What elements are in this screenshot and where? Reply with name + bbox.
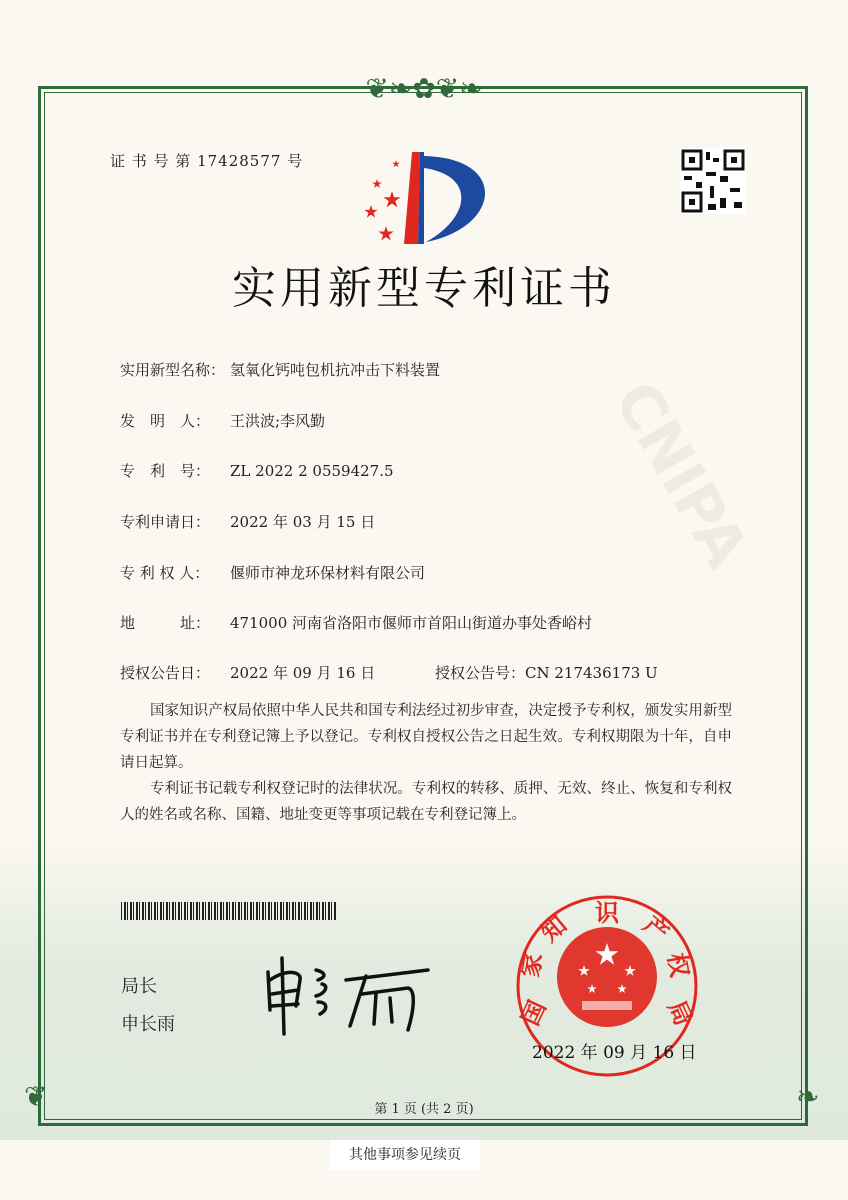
field-label: 实用新型名称： — [120, 361, 226, 379]
cnipa-logo — [360, 148, 490, 248]
svg-text:国: 国 — [516, 996, 552, 1030]
field-label: 地 址： — [120, 614, 211, 632]
field-patentee — [120, 562, 425, 583]
field-value: 2022 年 09 月 16 日 — [230, 664, 376, 682]
field-grant-date — [120, 662, 375, 683]
footer-note: 其他事项参见续页 — [330, 1140, 480, 1170]
field-label: 专利申请日： — [120, 513, 211, 531]
qr-code — [680, 148, 746, 214]
field-patent-number — [120, 460, 394, 481]
svg-text:知: 知 — [535, 910, 573, 948]
field-value: 471000 河南省洛阳市偃师市首阳山街道办事处香峪村 — [230, 614, 593, 632]
svg-text:家: 家 — [516, 950, 548, 980]
svg-text:局: 局 — [662, 996, 698, 1030]
corner-ornament-left: ❦ — [24, 1080, 48, 1113]
field-utility-model-name — [120, 359, 440, 380]
field-value: 王洪波;李风勤 — [230, 412, 326, 430]
certificate-statement — [120, 698, 732, 828]
svg-text:权: 权 — [662, 950, 694, 980]
paragraph: 专利证书记载专利权登记时的法律状况。专利权的转移、质押、无效、终止、恢复和专利权人的姓名或名称、国籍、地址变更等事项记载在专利登记簿上。 — [120, 781, 732, 823]
certificate-number: 证 书 号 第 17428577 号 — [110, 152, 304, 170]
page-indicator: 第 1 页 (共 2 页) — [374, 1102, 474, 1117]
field-value: 2022 年 03 月 15 日 — [230, 513, 376, 531]
corner-ornament-right: ❧ — [796, 1080, 820, 1113]
field-label: 授权公告号： — [435, 664, 526, 682]
director-name: 申长雨 — [121, 1014, 175, 1035]
director-signature — [258, 950, 438, 1040]
field-value: 氢氧化钙吨包机抗冲击下料装置 — [230, 361, 441, 379]
field-application-date — [120, 511, 375, 532]
field-announcement-number — [435, 662, 658, 683]
director-title: 局长 — [121, 976, 157, 997]
svg-text:产: 产 — [637, 910, 675, 948]
field-value: ZL 2022 2 0559427.5 — [230, 462, 394, 480]
field-label: 专 利 号： — [120, 462, 211, 480]
seal-date: 2022 年 09 月 16 日 — [532, 1043, 697, 1063]
field-label: 发 明 人： — [120, 412, 211, 430]
top-ornament: ❦❧✿❦❧ — [365, 72, 483, 105]
field-address — [120, 612, 592, 633]
field-value: CN 217436173 U — [525, 664, 658, 682]
watermark: CNIPA — [600, 370, 762, 580]
field-value: 偃师市神龙环保材料有限公司 — [230, 564, 426, 582]
field-label: 专 利 权 人： — [120, 564, 210, 582]
page-title: 实用新型专利证书 — [232, 263, 616, 314]
field-inventor — [120, 410, 325, 431]
field-label: 授权公告日： — [120, 664, 211, 682]
barcode — [121, 902, 337, 920]
paragraph: 国家知识产权局依照中华人民共和国专利法经过初步审查，决定授予专利权，颁发实用新型专利证书并在专利登记簿上予以登记。专利权自授权公告之日起生效。专利权期限为十年，自申请日起算。 — [120, 703, 732, 771]
svg-text:识: 识 — [595, 899, 619, 927]
